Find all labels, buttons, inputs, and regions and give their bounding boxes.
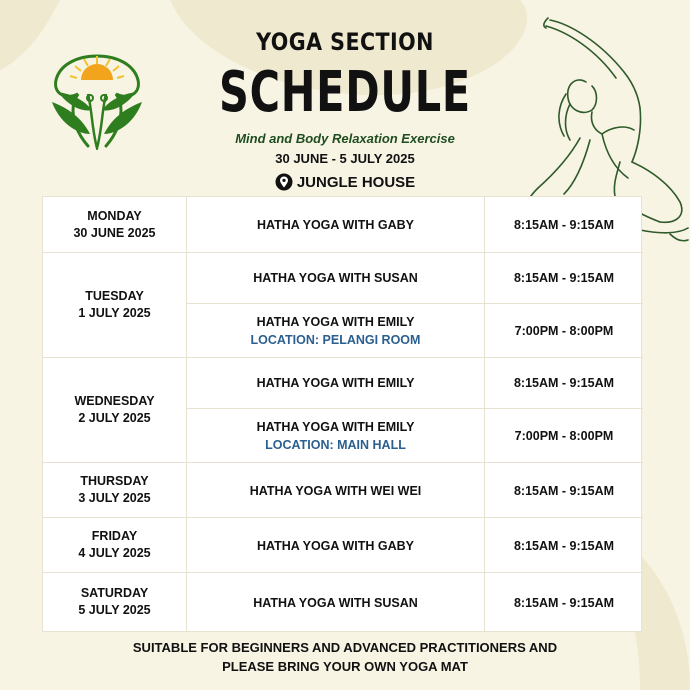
day-cell bbox=[43, 358, 187, 462]
location-label: JUNGLE HOUSE bbox=[296, 173, 416, 191]
session-row bbox=[187, 573, 643, 632]
day-cell bbox=[43, 463, 187, 517]
time-cell: 8:15AM - 9:15AM bbox=[513, 217, 615, 232]
class-cell bbox=[187, 358, 485, 408]
lotus-sun-logo bbox=[48, 50, 146, 150]
class-cell bbox=[187, 409, 485, 463]
class-name: HATHA YOGA WITH GABY bbox=[257, 538, 414, 553]
day-date: 2 JULY 2025 bbox=[78, 411, 151, 425]
day-cell bbox=[43, 197, 187, 252]
class-name: HATHA YOGA WITH GABY bbox=[257, 217, 414, 232]
class-name: HATHA YOGA WITH SUSAN bbox=[253, 271, 418, 285]
day-cell bbox=[43, 518, 187, 572]
time-cell: 7:00PM - 8:00PM bbox=[514, 324, 614, 338]
class-cell bbox=[187, 253, 485, 303]
day-name: TUESDAY bbox=[85, 289, 144, 303]
session-row bbox=[187, 303, 643, 358]
day-date: 30 JUNE 2025 bbox=[73, 225, 156, 240]
day-name: MONDAY bbox=[87, 208, 142, 223]
location bbox=[170, 172, 520, 192]
time-cell: 7:00PM - 8:00PM bbox=[514, 429, 614, 443]
day-date: 4 JULY 2025 bbox=[78, 546, 151, 560]
day-name: FRIDAY bbox=[91, 529, 138, 543]
footer-line-2: PLEASE BRING YOUR OWN YOGA MAT bbox=[222, 659, 468, 674]
class-cell bbox=[187, 518, 485, 573]
class-location: LOCATION: MAIN HALL bbox=[265, 438, 406, 452]
day-row-monday bbox=[43, 197, 643, 252]
day-row-tuesday bbox=[43, 252, 643, 357]
page-title: SCHEDULE bbox=[219, 60, 471, 125]
class-cell bbox=[187, 463, 485, 518]
day-date: 5 JULY 2025 bbox=[78, 603, 151, 617]
class-cell bbox=[187, 304, 485, 358]
section-title: YOGA SECTION bbox=[256, 28, 434, 56]
time-cell: 8:15AM - 9:15AM bbox=[513, 376, 615, 390]
class-name: HATHA YOGA WITH EMILY bbox=[256, 315, 415, 329]
day-date: 1 JULY 2025 bbox=[78, 306, 151, 320]
class-cell bbox=[187, 197, 485, 252]
time-cell: 8:15AM - 9:15AM bbox=[513, 271, 615, 285]
day-cell bbox=[43, 253, 187, 357]
class-name: HATHA YOGA WITH EMILY bbox=[256, 376, 415, 390]
class-name: HATHA YOGA WITH EMILY bbox=[256, 420, 415, 434]
session-row bbox=[187, 408, 643, 463]
day-row-saturday bbox=[43, 572, 643, 631]
session-row bbox=[187, 197, 643, 252]
session-row bbox=[187, 253, 643, 303]
session-row bbox=[187, 358, 643, 408]
day-cell bbox=[43, 573, 187, 631]
footer-note bbox=[40, 638, 650, 676]
footer-line-1: SUITABLE FOR BEGINNERS AND ADVANCED PRACTITIONERS AND bbox=[132, 640, 558, 655]
session-row bbox=[187, 463, 643, 518]
day-row-wednesday bbox=[43, 357, 643, 462]
date-range: 30 JUNE - 5 JULY 2025 bbox=[275, 151, 415, 166]
day-name: WEDNESDAY bbox=[74, 394, 155, 408]
day-name: THURSDAY bbox=[80, 474, 149, 488]
session-row bbox=[187, 518, 643, 573]
day-row-friday bbox=[43, 517, 643, 572]
class-location: LOCATION: PELANGI ROOM bbox=[250, 333, 421, 347]
class-cell bbox=[187, 573, 485, 632]
class-name: HATHA YOGA WITH WEI WEI bbox=[249, 483, 422, 498]
day-row-thursday bbox=[43, 462, 643, 517]
day-name: SATURDAY bbox=[80, 586, 149, 600]
day-date: 3 JULY 2025 bbox=[78, 491, 151, 505]
class-name: HATHA YOGA WITH SUSAN bbox=[253, 595, 418, 610]
time-cell: 8:15AM - 9:15AM bbox=[513, 483, 615, 498]
schedule-table bbox=[42, 196, 642, 632]
tagline: Mind and Body Relaxation Exercise bbox=[235, 131, 455, 146]
time-cell: 8:15AM - 9:15AM bbox=[513, 595, 615, 610]
map-pin-icon bbox=[275, 173, 293, 191]
time-cell: 8:15AM - 9:15AM bbox=[513, 538, 615, 553]
